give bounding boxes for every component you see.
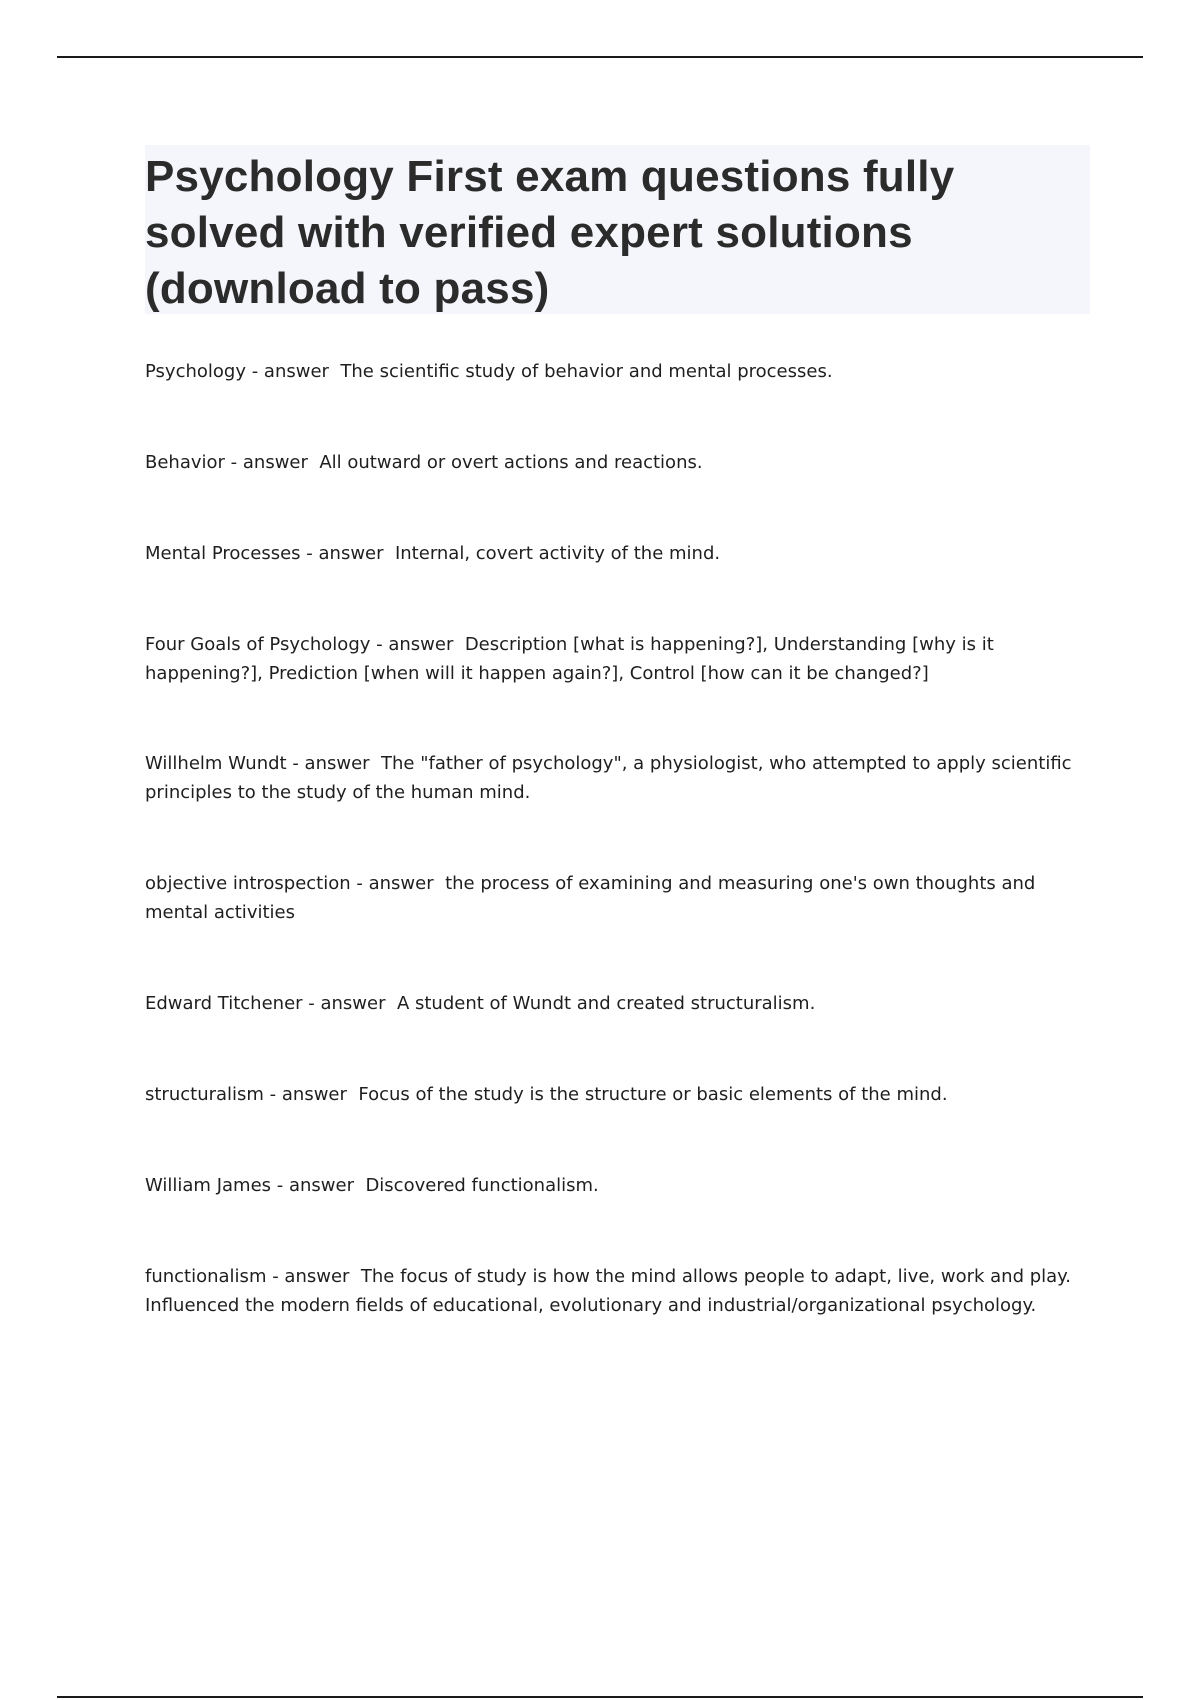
qa-term: Four Goals of Psychology — [145, 634, 371, 655]
qa-term: Psychology — [145, 361, 246, 382]
qa-separator: - answer — [350, 873, 446, 894]
qa-separator: - answer — [263, 1084, 359, 1105]
qa-term: Edward Titchener — [145, 993, 303, 1014]
qa-item — [145, 1080, 1085, 1109]
qa-item — [145, 989, 1085, 1018]
qa-separator: - answer — [266, 1266, 361, 1287]
qa-item — [145, 630, 1085, 688]
qa-definition: A student of Wundt and created structuralism. — [396, 993, 816, 1014]
qa-separator: - answer — [286, 753, 382, 774]
qa-item — [145, 1171, 1085, 1200]
qa-separator: - answer — [271, 1175, 366, 1196]
qa-term: structuralism — [145, 1084, 264, 1105]
qa-separator: - answer — [224, 452, 320, 473]
qa-definition: Focus of the study is the structure or basic elements of the mind. — [358, 1084, 948, 1105]
qa-item — [145, 749, 1085, 807]
qa-definition: Description [what is happening?], Understanding [why is it happening?], Prediction [when will it happen again?], Control [how can it be changed?] — [145, 634, 994, 684]
qa-item — [145, 357, 1085, 386]
qa-definition: All outward or overt actions and reactions. — [319, 452, 703, 473]
qa-item — [145, 1262, 1085, 1320]
qa-separator: - answer — [245, 361, 341, 382]
document-title: Psychology First exam questions fully solved with verified expert solutions (download to pass) — [145, 152, 955, 313]
qa-term: Willhelm Wundt — [145, 753, 287, 774]
qa-item — [145, 448, 1085, 477]
bottom-divider — [57, 1696, 1143, 1698]
qa-term: Mental Processes — [145, 543, 301, 564]
qa-definition: Discovered functionalism. — [365, 1175, 599, 1196]
top-divider — [57, 56, 1143, 58]
qa-definition: The focus of study is how the mind allows people to adapt, live, work and play. Influenced the modern fields of educational, evolutionary and industrial/organizational psychology. — [145, 1266, 1071, 1316]
qa-term: functionalism — [145, 1266, 267, 1287]
qa-term: objective introspection — [145, 873, 351, 894]
qa-definition: The scientific study of behavior and mental processes. — [340, 361, 833, 382]
qa-separator: - answer — [300, 543, 395, 564]
qa-definition: the process of examining and measuring one's own thoughts and mental activities — [145, 873, 1036, 923]
qa-term: Behavior — [145, 452, 225, 473]
qa-item — [145, 869, 1085, 927]
qa-definition: The "father of psychology", a physiologist, who attempted to apply scientific principles to the study of the human mind. — [145, 753, 1072, 803]
title-block — [145, 145, 1090, 314]
qa-definition: Internal, covert activity of the mind. — [394, 543, 721, 564]
qa-term: William James — [145, 1175, 272, 1196]
qa-separator: - answer — [370, 634, 465, 655]
qa-separator: - answer — [302, 993, 397, 1014]
qa-item — [145, 539, 1085, 568]
